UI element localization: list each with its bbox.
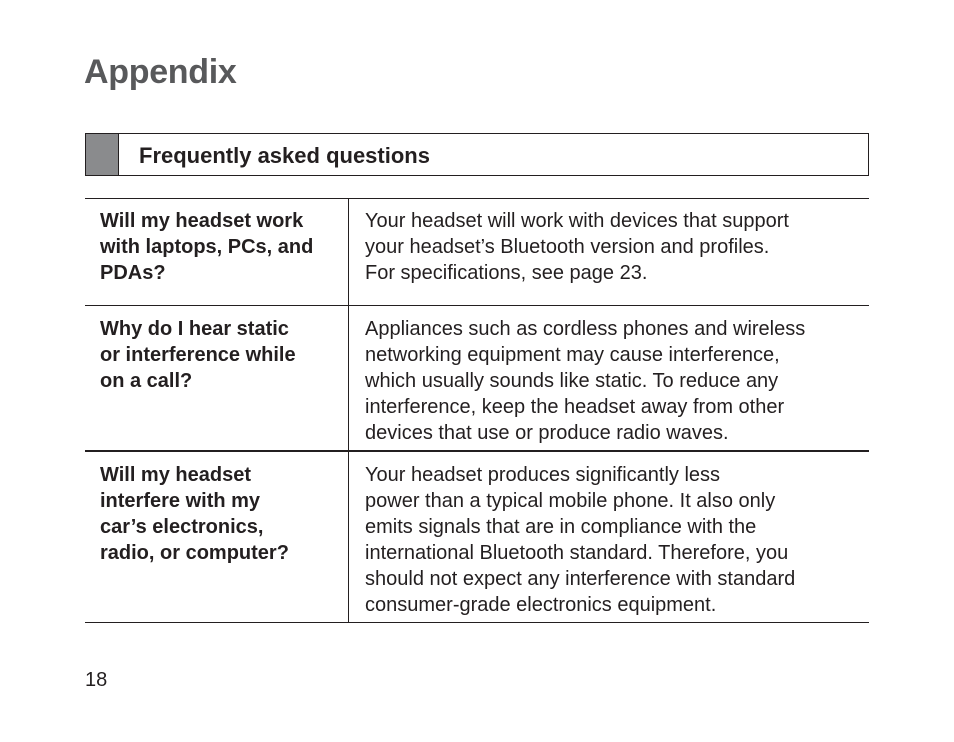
- faq-row: [85, 452, 869, 623]
- faq-answer-cell: [349, 452, 869, 622]
- faq-question-cell: [85, 452, 349, 622]
- page-title: Appendix: [84, 53, 237, 91]
- section-header: [85, 133, 869, 176]
- page-number: 18: [85, 669, 108, 691]
- faq-table: [85, 198, 869, 623]
- faq-question-cell: [85, 199, 349, 305]
- faq-answer-cell: [349, 199, 869, 305]
- faq-answer: Appliances such as cordless phones and wireless networking equipment may cause interference, which usually sounds like static. To reduce any interference, keep the headset away from other devices that use or produce radio waves.: [365, 318, 806, 444]
- faq-row: [85, 199, 869, 306]
- faq-question-cell: [85, 306, 349, 450]
- section-marker: [86, 134, 119, 175]
- faq-row: [85, 306, 869, 452]
- section-heading: Frequently asked questions: [139, 143, 430, 168]
- faq-answer: Your headset produces significantly less power than a typical mobile phone. It also only emits signals that are in compliance with the international Bluetooth standard. Therefore, you should not expect any interference with standard consumer-grade electronics equipment.: [365, 464, 796, 616]
- faq-answer: Your headset will work with devices that support your headset’s Bluetooth version and profiles. For specifications, see page 23.: [365, 210, 789, 284]
- faq-question: Why do I hear static or interference while on a call?: [100, 318, 296, 392]
- faq-question: Will my headset work with laptops, PCs, and PDAs?: [100, 210, 314, 284]
- faq-answer-cell: [349, 306, 869, 450]
- faq-question: Will my headset interfere with my car’s electronics, radio, or computer?: [100, 464, 289, 564]
